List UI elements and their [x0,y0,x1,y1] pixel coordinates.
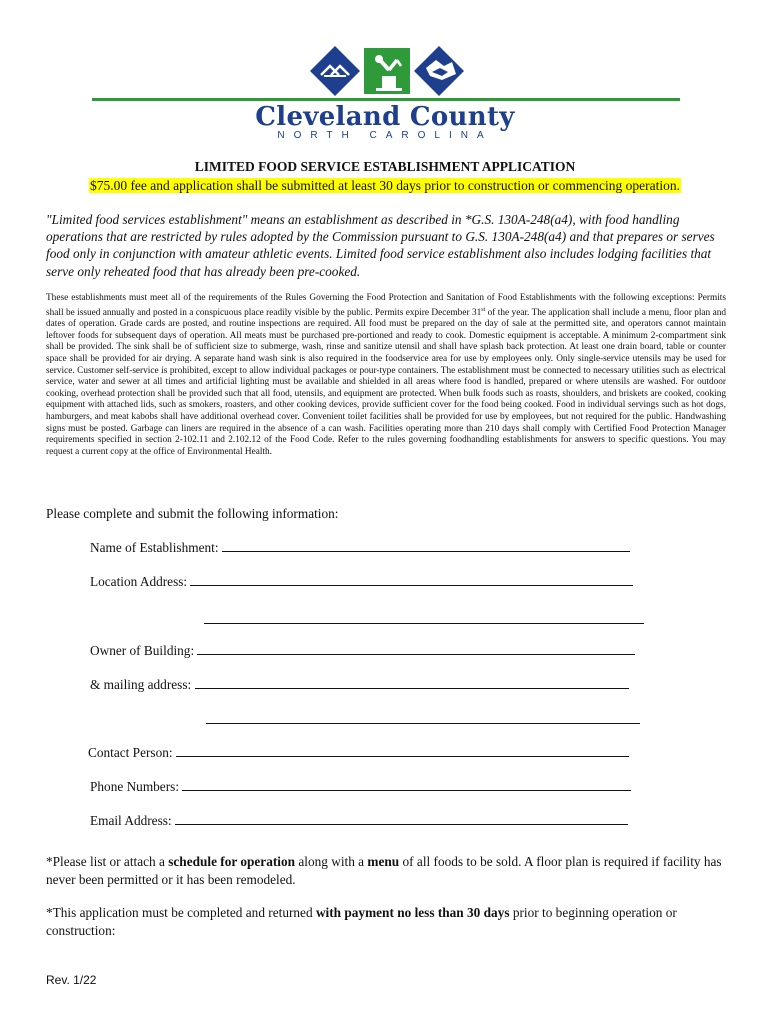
mailing-input-line-2[interactable] [206,722,640,724]
phone-label: Phone Numbers: [90,779,180,794]
mailing-input-line[interactable] [195,677,629,689]
payment-note-text-1: *This application must be completed and returned [46,905,316,920]
contact-label: Contact Person: [88,745,173,760]
revision-label: Rev. 1/22 [46,973,97,987]
phone-field [90,779,631,795]
establishment-field [90,540,630,556]
establishment-input-line[interactable] [222,540,630,552]
fee-notice: $75.00 fee and application shall be submitted at least 30 days prior to construction or commencing operation. [89,178,681,193]
schedule-note-text-3: of all foods to be sold. A floor plan is required if facility has never been permitted or it has been remodeled. [46,854,722,887]
county-logo [310,46,460,96]
contact-input-line[interactable] [176,745,629,757]
form-title: LIMITED FOOD SERVICE ESTABLISHMENT APPLICATION [194,159,576,174]
owner-input-line[interactable] [197,643,635,655]
email-input-line[interactable] [175,813,628,825]
email-label: Email Address: [90,813,172,828]
mailing-field [90,677,629,693]
definition-paragraph: "Limited food services establishment" means an establishment as described in *G.S. 130A-248(a4), with food handling operations that are restricted by rules adopted by the Commission pursuant to G.S. 130A-248(a4) and that prepares or serves food only in conjunction with amateur athletic events. Limited food service establishment also includes lodging facilities that serve only reheated food that has already been pre-cooked. [46,212,715,279]
fee-notice-wrap [0,177,770,195]
location-field [90,574,633,590]
landscape-icon [414,46,464,96]
header-rule [92,98,680,101]
location-input-line-2[interactable] [204,622,644,624]
schedule-note-text-1: *Please list or attach a [46,854,169,869]
requirements-part1: These establishments must meet all of the requirements of the Rules Governing the Food Protection and Sanitation of Food Establishments with the following exceptions: Permits shall be issued annually and posted in a conspicuous place readily visible by the public. Permits expire December 31 [46,293,726,318]
payment-note [46,904,736,939]
payment-note-text-2: prior to beginning operation or construction: [46,905,677,938]
form-intro: Please complete and submit the following information: [46,506,339,521]
requirements-sup: st [481,306,486,313]
mailing-label: & mailing address: [90,677,192,692]
email-field [90,813,628,829]
owner-field [90,643,635,659]
contact-field [88,745,629,761]
state-name: NORTH CAROLINA [277,130,493,141]
schedule-note-bold-1: schedule for operation [168,854,296,869]
county-name: Cleveland County [255,102,515,132]
requirements-part2: of the year. The application shall include a menu, floor plan and dates of operation. Grade cards are posted, and routine inspections are required. All food must be prepared on the day of sale at the permitted site, and operators cannot maintain leftover foods for subsequent days of operation. All meats must be purchased pre-portioned and ready to cook. Domestic equipment is acceptable. A minimum 2-compartment sink shall be provided. The sink shall be of sufficient size to submerge, wash, rinse and sanitize utensil and shall have splash back protection. At least one drain board, table or counter space shall be provided for air drying. A separate hand wash sink is also required in the foodservice area for use by employees only. Only single-service utensils may be used for service. Customer self-service is prohibited, except to allow individual packages or pour-type containers. The establishment must be connected to necessary utilities such as electrical service, water and sewer at all times and artificial lighting must be available and shielded in all areas where food is handled, prepared or where utensils are washed. For outdoor cooking, overhead protection shall be provided such that all food, utensils, and equipment are protected. When bulk foods such as roasts, shoulders, and briskets are cooked, cooking equipment with attached lids, such as smokers, roasters, and other cooking devices, provide sufficient cover for the food being cooked. Food in individual servings such as hot dogs, hamburgers, and meat kabobs shall have additional overhead cover. Convenient toilet facilities shall be provided for use by employees, but not required for the public. Handwashing signs must be posted. Garbage can liners are required in the absence of a can wash. Facilities operating more than 210 days shall comply with Certified Food Protection Manager requirements specified in section 2-102.11 and 2.102.12 of the Food Code. Refer to the rules governing foodhandling establishments for answers to specific questions. You may request a current copy at the office of Environmental Health. [46,307,727,457]
schedule-note [46,853,736,888]
owner-label: Owner of Building: [90,643,195,658]
phone-input-line[interactable] [182,779,631,791]
house-icon [310,46,360,96]
establishment-label: Name of Establishment: [90,540,219,555]
industry-robot-icon [362,46,412,96]
schedule-note-text-2: along with a [295,854,368,869]
location-input-line[interactable] [190,574,633,586]
schedule-note-bold-2: menu [367,854,400,869]
requirements-paragraph [46,293,726,458]
payment-note-bold: with payment no less than 30 days [315,905,510,920]
location-label: Location Address: [90,574,188,589]
